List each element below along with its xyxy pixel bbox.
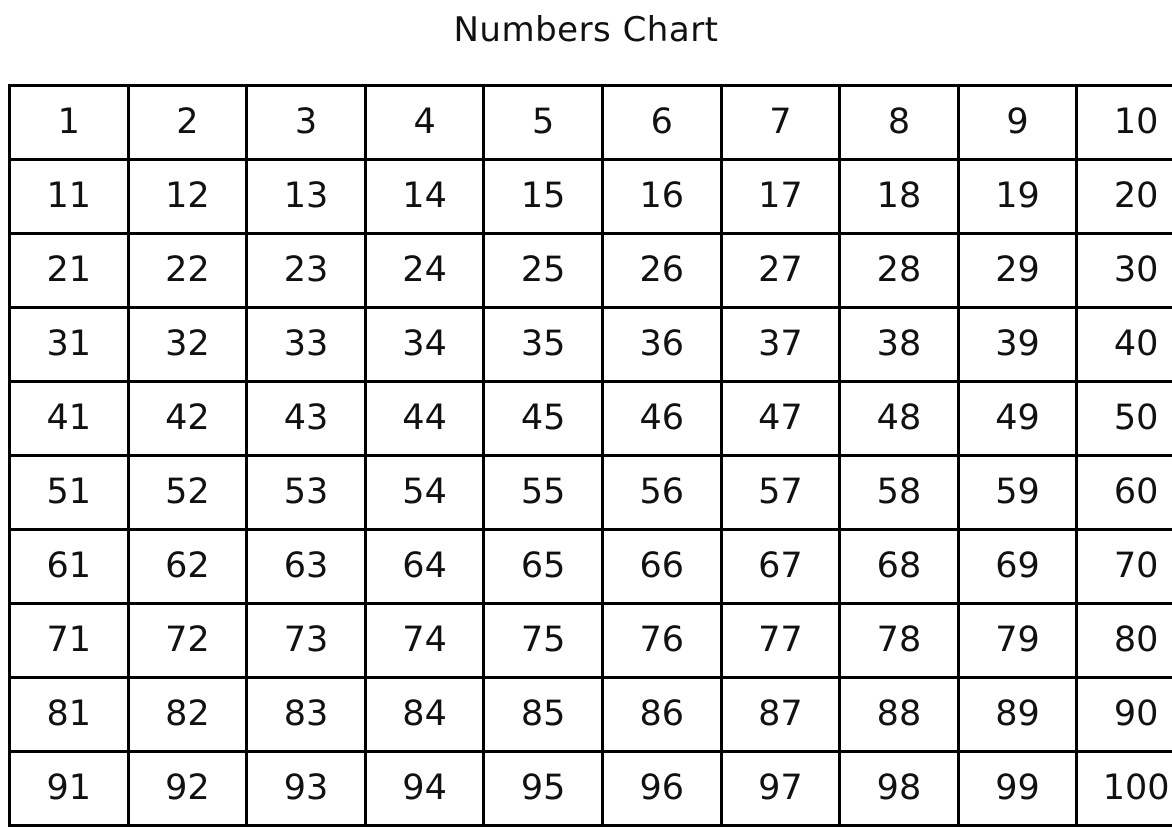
number-cell: 99 xyxy=(958,752,1077,826)
number-cell: 86 xyxy=(602,678,721,752)
number-cell: 76 xyxy=(602,604,721,678)
number-cell: 55 xyxy=(484,456,603,530)
table-row xyxy=(10,382,1172,456)
number-cell: 51 xyxy=(10,456,129,530)
numbers-grid-container xyxy=(8,84,1164,827)
number-cell: 41 xyxy=(10,382,129,456)
number-cell: 32 xyxy=(128,308,247,382)
number-cell: 96 xyxy=(602,752,721,826)
number-cell: 81 xyxy=(10,678,129,752)
number-cell: 89 xyxy=(958,678,1077,752)
number-cell: 90 xyxy=(1077,678,1172,752)
number-cell: 94 xyxy=(365,752,484,826)
number-cell: 44 xyxy=(365,382,484,456)
number-cell: 61 xyxy=(10,530,129,604)
number-cell: 68 xyxy=(840,530,959,604)
number-cell: 97 xyxy=(721,752,840,826)
number-cell: 7 xyxy=(721,86,840,160)
number-cell: 31 xyxy=(10,308,129,382)
numbers-grid xyxy=(8,84,1172,827)
number-cell: 45 xyxy=(484,382,603,456)
number-cell: 46 xyxy=(602,382,721,456)
number-cell: 100 xyxy=(1077,752,1172,826)
number-cell: 67 xyxy=(721,530,840,604)
table-row xyxy=(10,86,1172,160)
number-cell: 42 xyxy=(128,382,247,456)
table-row xyxy=(10,604,1172,678)
number-cell: 71 xyxy=(10,604,129,678)
number-cell: 38 xyxy=(840,308,959,382)
number-cell: 49 xyxy=(958,382,1077,456)
number-cell: 78 xyxy=(840,604,959,678)
number-cell: 69 xyxy=(958,530,1077,604)
number-cell: 53 xyxy=(247,456,366,530)
number-cell: 82 xyxy=(128,678,247,752)
number-cell: 91 xyxy=(10,752,129,826)
number-cell: 1 xyxy=(10,86,129,160)
number-cell: 77 xyxy=(721,604,840,678)
number-cell: 5 xyxy=(484,86,603,160)
number-cell: 8 xyxy=(840,86,959,160)
number-cell: 36 xyxy=(602,308,721,382)
number-cell: 57 xyxy=(721,456,840,530)
number-cell: 10 xyxy=(1077,86,1172,160)
number-cell: 23 xyxy=(247,234,366,308)
number-cell: 22 xyxy=(128,234,247,308)
number-cell: 58 xyxy=(840,456,959,530)
number-cell: 39 xyxy=(958,308,1077,382)
table-row xyxy=(10,752,1172,826)
number-cell: 9 xyxy=(958,86,1077,160)
number-cell: 34 xyxy=(365,308,484,382)
number-cell: 17 xyxy=(721,160,840,234)
number-cell: 65 xyxy=(484,530,603,604)
number-cell: 13 xyxy=(247,160,366,234)
number-cell: 11 xyxy=(10,160,129,234)
number-cell: 15 xyxy=(484,160,603,234)
number-cell: 79 xyxy=(958,604,1077,678)
number-cell: 84 xyxy=(365,678,484,752)
number-cell: 18 xyxy=(840,160,959,234)
number-cell: 85 xyxy=(484,678,603,752)
number-cell: 66 xyxy=(602,530,721,604)
number-cell: 25 xyxy=(484,234,603,308)
number-cell: 2 xyxy=(128,86,247,160)
number-cell: 83 xyxy=(247,678,366,752)
table-row xyxy=(10,678,1172,752)
number-cell: 62 xyxy=(128,530,247,604)
number-cell: 4 xyxy=(365,86,484,160)
number-cell: 54 xyxy=(365,456,484,530)
number-cell: 20 xyxy=(1077,160,1172,234)
number-cell: 30 xyxy=(1077,234,1172,308)
number-cell: 87 xyxy=(721,678,840,752)
table-row xyxy=(10,234,1172,308)
number-cell: 16 xyxy=(602,160,721,234)
number-cell: 27 xyxy=(721,234,840,308)
number-cell: 59 xyxy=(958,456,1077,530)
number-cell: 60 xyxy=(1077,456,1172,530)
number-cell: 19 xyxy=(958,160,1077,234)
number-cell: 14 xyxy=(365,160,484,234)
number-cell: 12 xyxy=(128,160,247,234)
number-cell: 93 xyxy=(247,752,366,826)
number-cell: 64 xyxy=(365,530,484,604)
number-cell: 52 xyxy=(128,456,247,530)
number-cell: 98 xyxy=(840,752,959,826)
number-cell: 63 xyxy=(247,530,366,604)
number-cell: 37 xyxy=(721,308,840,382)
number-cell: 72 xyxy=(128,604,247,678)
number-cell: 24 xyxy=(365,234,484,308)
number-cell: 48 xyxy=(840,382,959,456)
number-cell: 74 xyxy=(365,604,484,678)
number-cell: 43 xyxy=(247,382,366,456)
number-cell: 6 xyxy=(602,86,721,160)
number-cell: 92 xyxy=(128,752,247,826)
table-row xyxy=(10,456,1172,530)
table-row xyxy=(10,530,1172,604)
number-cell: 26 xyxy=(602,234,721,308)
number-cell: 88 xyxy=(840,678,959,752)
number-cell: 50 xyxy=(1077,382,1172,456)
number-cell: 33 xyxy=(247,308,366,382)
number-cell: 3 xyxy=(247,86,366,160)
number-cell: 21 xyxy=(10,234,129,308)
number-cell: 73 xyxy=(247,604,366,678)
number-cell: 29 xyxy=(958,234,1077,308)
table-row xyxy=(10,308,1172,382)
number-cell: 75 xyxy=(484,604,603,678)
number-cell: 28 xyxy=(840,234,959,308)
number-cell: 47 xyxy=(721,382,840,456)
number-cell: 40 xyxy=(1077,308,1172,382)
table-row xyxy=(10,160,1172,234)
number-cell: 56 xyxy=(602,456,721,530)
number-cell: 80 xyxy=(1077,604,1172,678)
page-title: Numbers Chart xyxy=(0,0,1172,60)
number-cell: 95 xyxy=(484,752,603,826)
number-cell: 70 xyxy=(1077,530,1172,604)
number-cell: 35 xyxy=(484,308,603,382)
